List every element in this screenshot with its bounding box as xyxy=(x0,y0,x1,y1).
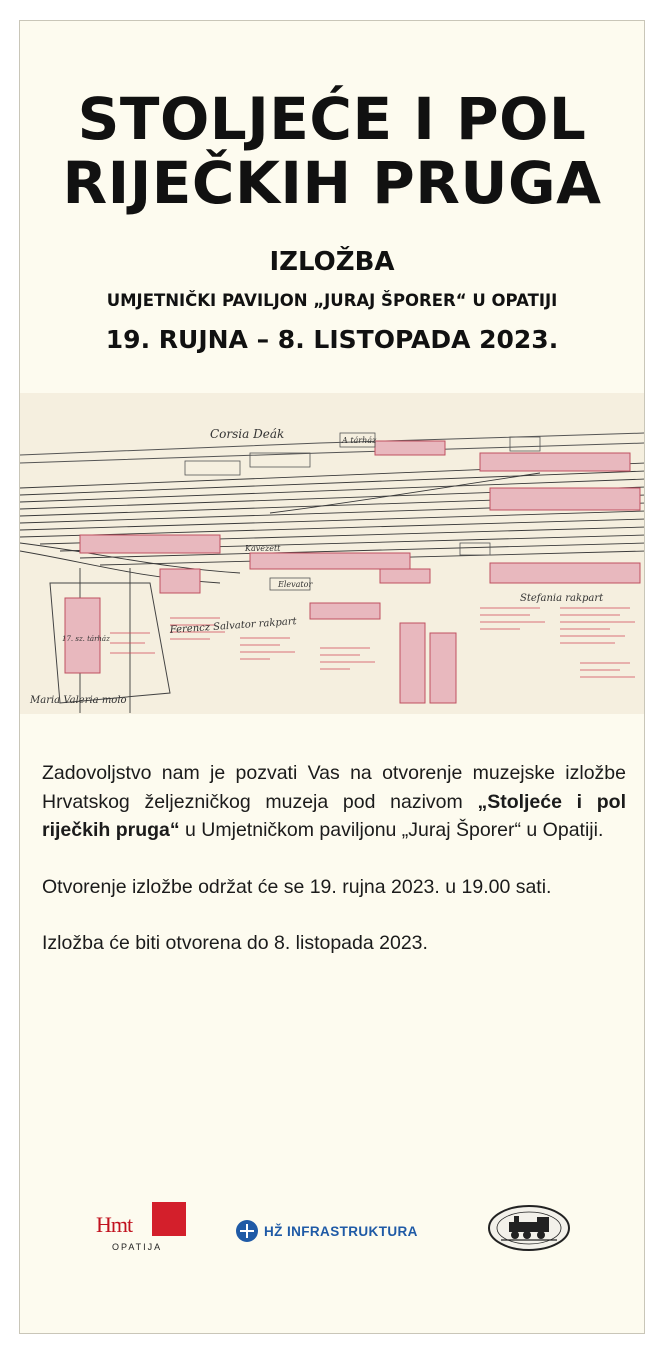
historic-railway-map xyxy=(20,393,645,714)
hmt-opatija-logo xyxy=(94,1202,194,1254)
invitation-paragraph-3: Izložba će biti otvorena do 8. listopada 2023. xyxy=(42,932,428,954)
invitation-body xyxy=(42,759,626,986)
hmt-red-square-icon xyxy=(152,1202,186,1236)
map-label-a-tarhaz: A tárház xyxy=(342,436,377,445)
exhibition-name-bold: „Stoljeće i pol riječkih pruga“ xyxy=(42,790,626,841)
exhibition-venue: UMJETNIČKI PAVILJON „JURAJ ŠPORER“ U OPATIJI xyxy=(106,291,558,310)
title-line-1: STOLJEĆE I POL xyxy=(77,85,587,153)
invitation-paragraph-1: Zadovoljstvo nam je pozvati Vas na otvorenje muzejske izložbe Hrvatskog željezničkog muzeja pod nazivom „Stoljeće i pol riječkih pruga“ u Umjetničkom paviljonu „Juraj Šporer“ u Opatiji. xyxy=(42,762,626,841)
map-label-molo: Maria Valeria molo xyxy=(30,695,127,706)
hz-emblem-icon xyxy=(236,1220,258,1242)
railway-map-drawing xyxy=(20,393,645,714)
hmt-logo-subtext: OPATIJA xyxy=(112,1242,163,1252)
exhibition-label: IZLOŽBA xyxy=(269,247,395,277)
hz-infrastruktura-logo xyxy=(236,1216,418,1246)
map-label-rakpart: Ferencz Salvator rakpart xyxy=(169,616,297,636)
exhibition-title xyxy=(20,87,644,215)
map-label-stefania: Stefania rakpart xyxy=(520,593,604,604)
map-label-kavezett: Kavezett xyxy=(245,544,281,553)
title-line-2: RIJEČKIH PRUGA xyxy=(62,149,602,217)
map-label-tarhaz: 17. sz. tárház xyxy=(62,635,110,643)
invitation-paragraph-2: Otvorenje izložbe održat će se 19. rujna 2023. u 19.00 sati. xyxy=(42,875,552,898)
invitation-poster xyxy=(19,20,645,1334)
railway-museum-seal-icon xyxy=(487,1204,571,1252)
map-label-elevator: Elevator xyxy=(278,580,313,589)
exhibition-dates: 19. RUJNA – 8. LISTOPADA 2023. xyxy=(105,325,559,354)
hz-logo-text: HŽ INFRASTRUKTURA xyxy=(264,1223,418,1239)
hmt-logo-text: Hmt xyxy=(96,1212,133,1237)
sponsor-logos xyxy=(20,1196,645,1266)
map-label-corsia: Corsia Deák xyxy=(210,427,285,441)
